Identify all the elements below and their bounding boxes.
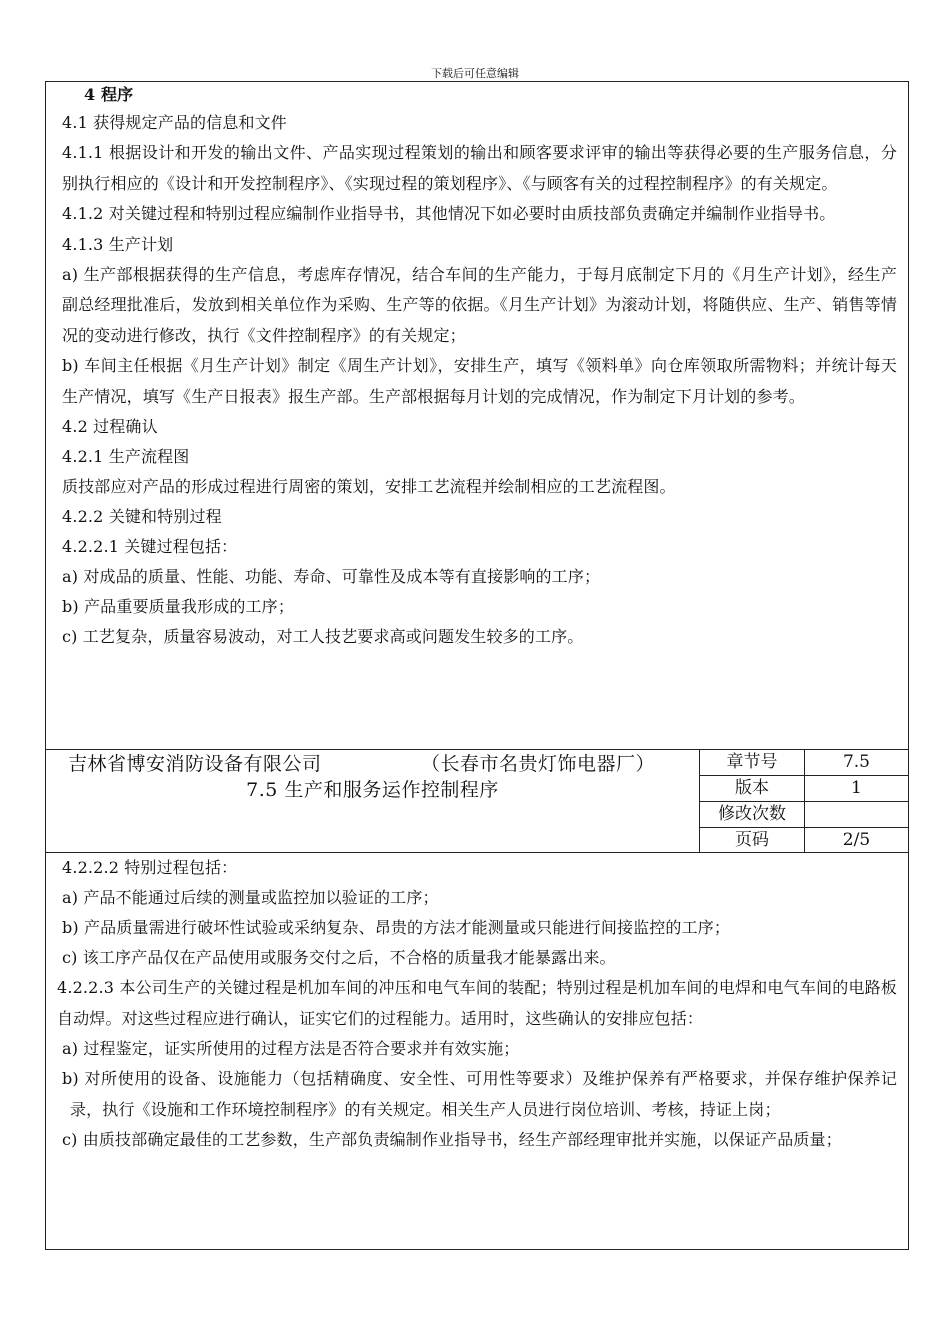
company-name: 吉林省博安消防设备有限公司 (68, 753, 322, 775)
paragraph: b) 车间主任根据《月生产计划》制定《周生产计划》，安排生产，填写《领料单》向仓库领取所需物料；并统计每天生产情况，填写《生产日报表》报生产部。生产部根据每月计划的完成情况，作为制定下月计划的参考。 (62, 356, 897, 406)
document-title-block (45, 749, 909, 853)
info-value: 7.5 (804, 750, 908, 776)
section2-content (46, 853, 908, 1156)
paragraph: b) 对所使用的设备、设施能力（包括精确度、安全性、可用性等要求）及维护保养有严格要求，并保存维护保养记录，执行《设施和工作环境控制程序》的有关规定。相关生产人员进行岗位培训、考核，持证上岗； (62, 1069, 897, 1119)
paragraph: 4.2.2.1 关键过程包括： (62, 537, 238, 556)
info-row-revisions (700, 802, 909, 828)
paragraph: 4.1 获得规定产品的信息和文件 (62, 113, 287, 132)
paragraph: 4.2.2.2 特别过程包括： (62, 858, 238, 877)
info-row-page (700, 828, 909, 854)
procedure-section-top (45, 81, 909, 750)
section-heading: 4 程序 (84, 85, 134, 104)
paragraph: 质技部应对产品的形成过程进行周密的策划，安排工艺流程并绘制相应的工艺流程图。 (62, 477, 676, 496)
info-row-version (700, 776, 909, 802)
paragraph: c) 该工序产品仅在产品使用或服务交付之后，不合格的质量我才能暴露出来。 (62, 948, 616, 967)
info-key: 版本 (700, 776, 805, 802)
paragraph: a) 产品不能通过后续的测量或监控加以验证的工序； (62, 888, 439, 907)
paragraph: a) 生产部根据获得的生产信息，考虑库存情况，结合车间的生产能力，于每月底制定下月的《月生产计划》，经生产副总经理批准后，发放到相关单位作为采购、生产等的依据。《月生产计划》为滚动计划，将随供应、生产、销售等情况的变动进行修改，执行《文件控制程序》的有关规定； (62, 264, 897, 345)
procedure-section-bottom (45, 852, 909, 1250)
paragraph: c) 由质技部确定最佳的工艺参数，生产部负责编制作业指导书，经生产部经理审批并实施，以保证产品质量； (62, 1130, 842, 1149)
paragraph: 4.1.3 生产计划 (62, 234, 174, 254)
document-title: 7.5 生产和服务运作控制程序 (246, 779, 499, 801)
document-info-table (699, 750, 908, 853)
paragraph: a) 过程鉴定，证实所使用的过程方法是否符合要求并有效实施； (62, 1039, 520, 1058)
paragraph: a) 对成品的质量、性能、功能、寿命、可靠性及成本等有直接影响的工序； (62, 567, 601, 586)
paragraph: 4.2.2.3 本公司生产的关键过程是机加车间的冲压和电气车间的装配；特别过程是机加车间的电焊和电气车间的电路板自动焊。对这些过程应进行确认，证实它们的过程能力。适用时，这些确认的安排应包括： (57, 978, 897, 1028)
paragraph: b) 产品质量需进行破坏性试验或采纳复杂、昂贵的方法才能测量或只能进行间接监控的工序； (62, 918, 731, 937)
info-key: 修改次数 (700, 802, 805, 828)
paragraph: 4.2.1 生产流程图 (62, 447, 190, 466)
info-value: 2/5 (804, 828, 908, 854)
info-value (804, 802, 908, 828)
factory-name: （长春市名贵灯饰电器厂） (421, 753, 656, 775)
paragraph: 4.1.1 根据设计和开发的输出文件、产品实现过程策划的输出和顾客要求评审的输出等获得必要的生产服务信息，分别执行相应的《设计和开发控制程序》、《实现过程的策划程序》、《与顾客有关的过程控制程序》的有关规定。 (62, 143, 897, 193)
paragraph: 4.1.2 对关键过程和特别过程应编制作业指导书，其他情况下如必要时由质技部负责确定并编制作业指导书。 (62, 204, 836, 223)
info-row-chapter (700, 750, 909, 776)
info-key: 章节号 (700, 750, 805, 776)
info-value: 1 (804, 776, 908, 802)
paragraph: c) 工艺复杂，质量容易波动，对工人技艺要求高或问题发生较多的工序。 (62, 627, 584, 646)
paragraph: 4.2.2 关键和特别过程 (62, 507, 222, 526)
header-note: 下载后可任意编辑 (431, 67, 519, 80)
info-key: 页码 (700, 828, 805, 854)
paragraph: b) 产品重要质量我形成的工序； (62, 597, 294, 616)
section1-content (46, 82, 908, 652)
title-left (46, 750, 699, 852)
paragraph: 4.2 过程确认 (62, 417, 158, 436)
